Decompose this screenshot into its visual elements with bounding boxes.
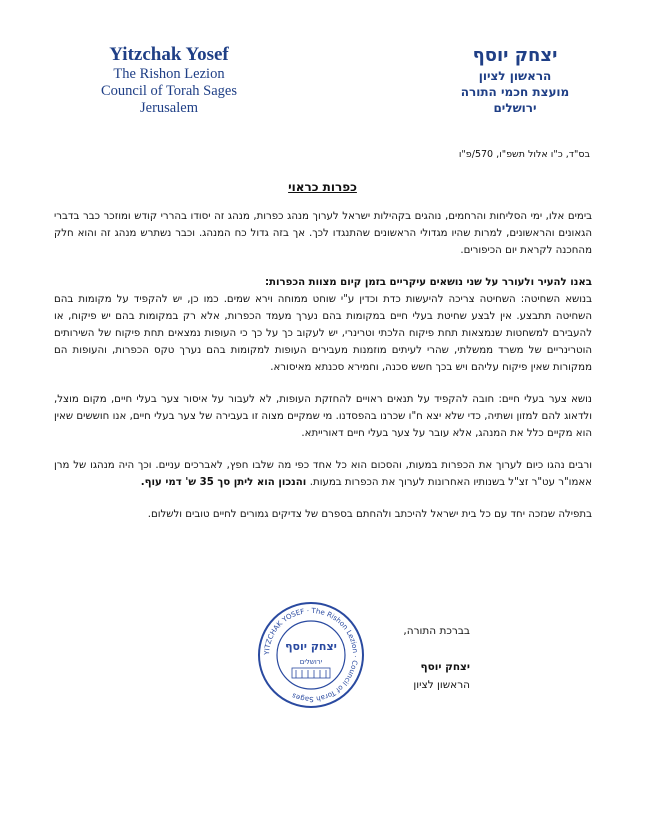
- paragraph-money-bold: והנכון הוא ליתן סך 35 ש' דמי עוף.: [140, 477, 310, 488]
- letterhead-he-name: יצחק יוסף: [472, 45, 558, 66]
- letterhead-en-line1: The Rishon Lezion: [113, 66, 225, 82]
- signature-title: הראשון לציון: [413, 679, 470, 691]
- paragraph-money-text: ורבים נהגו כיום לערוך את הכפרות במעות, והסכום הוא כל אחד כפי מה שלבו חפץ, לאברכים עניים. וכך היה מנהגו של מרן אאמו"ר עט"ר זצ"ל בשנותיו האחרונות לערוך את הכפרות במעות.: [54, 460, 592, 488]
- paragraph-subhead: באנו להעיר ולעורר על שני נושאים עיקריים בזמן קיום מצוות הכפרות:: [264, 277, 592, 288]
- paragraph-intro: בימים אלו, ימי הסליחות והרחמים, נוהגים בקהילות ישראל לערוך מנהג כפרות, מנהג זה יסודו בהררי קודש ומוזכר כבר בדברי הגאונים והראשונים, למרות שהיו מגדולי הראשונים שהתנגדו לכך. אך בזה גדול כח המנהג. וכבר נשתרש מנהג זה והוא חלק מהחכנה לקראת יום הכיפורים.: [54, 211, 592, 256]
- paragraph-closing: בתפילה שנזכה יחד עם כל בית ישראל להיכתב ולהחתם בספרם של צדיקים גמורים לחיים טובים ולשלום.: [147, 509, 592, 520]
- seal-center-city: ירושלים: [299, 658, 323, 666]
- paragraph-animal-welfare: נושא צער בעלי חיים: חובה להקפיד על תנאים ראויים להחזקת העופות, לא לעבור על איסור צער בעלי חיים, מקום מוצל, ולדאוג להם למזון ושתיה, כדי שלא יצא ח"ו שכרנו בהפסדנו. מי שמקיים מצוה זו בעבירה של צער בעלי חיים, אנו חוששים שאין הוא מקיים כלל את המנהג, אלא עובר על צער בעלי חיים דאורייתא.: [54, 394, 592, 439]
- signature-name: יצחק יוסף: [420, 661, 470, 673]
- rabbinical-seal-icon: [256, 600, 366, 710]
- letterhead-he-line1: הראשון לציון: [478, 69, 552, 83]
- letterhead-en-name: Yitzchak Yosef: [109, 44, 229, 65]
- letterhead-hebrew: [440, 44, 590, 116]
- paragraph-money: [54, 457, 592, 491]
- letter-body: [54, 208, 592, 538]
- signature-blessing: בברכת התורה,: [403, 625, 470, 637]
- date-line: בס"ד, כ"ו אלול תשפ"ו, 570/פ"ו: [458, 149, 590, 160]
- seal-ring-text: YITZCHAK YOSEF · The Rishon Lezion · Council of Torah Sages: [262, 606, 360, 704]
- letterhead-en-line2: Council of Torah Sages: [100, 83, 238, 99]
- letterhead-en-line3: Jerusalem: [140, 100, 198, 116]
- letterhead-he-line3: ירושלים: [493, 101, 537, 115]
- document-title: כפרות כראוי: [288, 180, 357, 194]
- letterhead-english: [84, 44, 254, 117]
- letterhead-he-line2: מועצת חכמי התורה: [460, 85, 570, 99]
- seal-center-name: יצחק יוסף: [285, 640, 337, 653]
- paragraph-slaughter: בנושא השחיטה: השחיטה צריכה להיעשות כדת וכדין ע"י שוחט ממוחה וירא שמים. כמו כן, יש להקפיד על מקומות בהם השחיטה תתבצע. אין לבצע שחיטת בעלי חיים במקומות בהם נערך מעמד הכפרות, אלא רק במקומות בהם יש פיקוח, או להעבירם למשחטות שנמצאות תחת פיקוח הלכתי וטרינרי, יש לעקוב כך על כך כי העופות נמצאים תחת פיקוח של השירותים הוטרינריים של משרד ממשלתי, שהרי לעיתים מוזמנות מעבירים העופות למקומות בהם נערך טקס הכפרות, והעופות הם ממקורות שאין פיקוח עליהם ויש בכך חשש סכנה, וחמירא סכנתא מאיסורא.: [54, 294, 592, 373]
- signature-block: [380, 622, 470, 694]
